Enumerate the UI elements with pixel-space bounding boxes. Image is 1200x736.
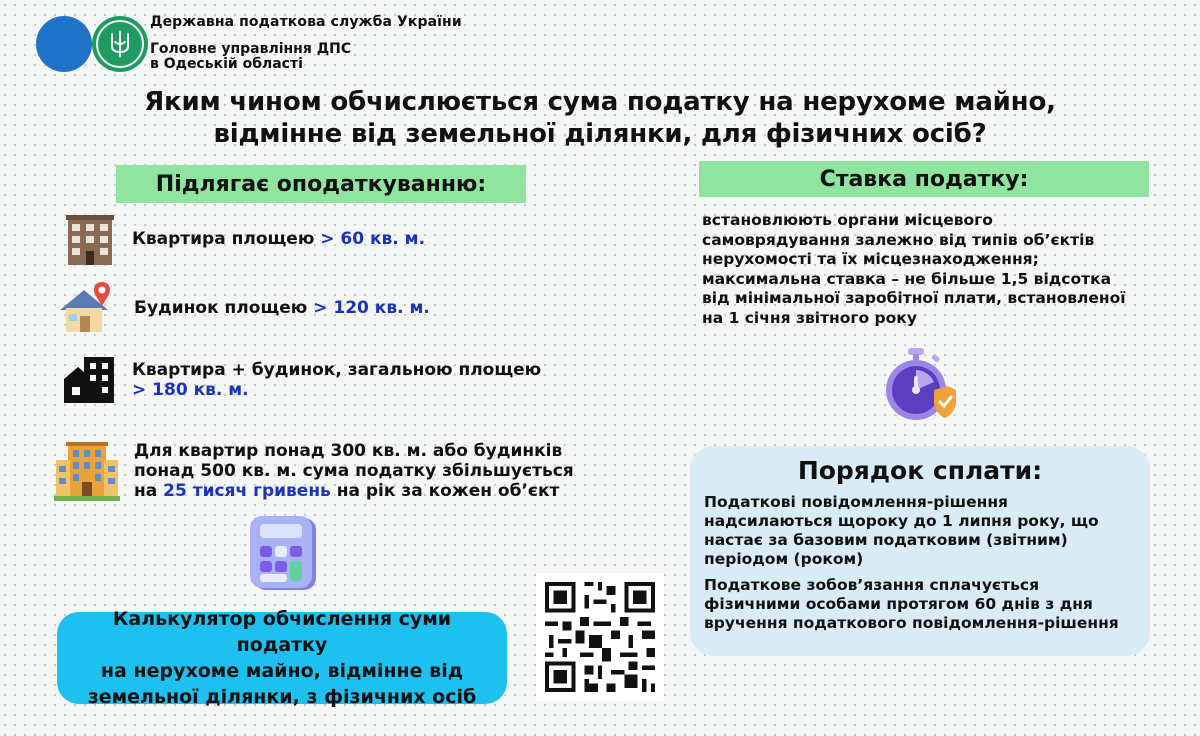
calculator-link-line-1: Калькулятор обчислення суми податку: [112, 608, 452, 656]
payment-line: фізичними особами протягом 60 днів з дня: [704, 595, 1093, 613]
taxable-item-apartment: [62, 211, 425, 267]
item-line-1: Для квартир понад 300 кв. м. або будинків: [134, 441, 563, 461]
taxable-item-surcharge-text: [134, 441, 574, 501]
rate-line: на 1 січня звітного року: [702, 308, 917, 327]
item-line-3-prefix: на: [134, 481, 158, 501]
department-line-2: в Одеській області: [150, 56, 303, 72]
item-threshold: > 180 кв. м.: [132, 380, 249, 400]
payment-line: періодом (роком): [704, 550, 864, 568]
item-line-3: [134, 481, 574, 501]
page-title-line-2: відмінне від земельної ділянки, для фізичних осіб?: [213, 119, 987, 149]
taxable-heading: Підлягає оподаткуванню:: [116, 165, 526, 203]
taxable-item-house: [56, 280, 430, 336]
payment-line: надсилаються щороку до 1 липня року, що: [704, 512, 1099, 530]
item-label: Квартира площею: [132, 229, 315, 249]
qr-code-icon: [536, 573, 664, 701]
dps-logo-blue-circle: [36, 16, 92, 72]
taxable-item-surcharge: [54, 440, 574, 502]
payment-paragraph-2: [704, 576, 1144, 633]
department-line-1: Головне управління ДПС: [150, 41, 352, 57]
item-line-2: понад 500 кв. м. сума податку збільшується: [134, 461, 574, 481]
item-label: Будинок площею: [134, 298, 308, 318]
page-title: [100, 86, 1100, 150]
payment-line: настає за базовим податковим (звітним): [704, 531, 1068, 549]
payment-line: вручення податкового повідомлення-рішення: [704, 614, 1119, 632]
taxable-item-house-text: [134, 298, 430, 318]
taxable-item-combined: [62, 355, 541, 405]
rate-description: [702, 211, 1162, 328]
qr-code[interactable]: [536, 573, 664, 701]
item-line-3-suffix: на рік за кожен об’єкт: [336, 481, 560, 501]
page-title-line-1: Яким чином обчислюється сума податку на нерухоме майно,: [144, 87, 1056, 117]
house-location-icon: [56, 280, 118, 336]
item-threshold: > 120 кв. м.: [313, 298, 430, 318]
payment-line: Податкове зобов’язання сплачується: [704, 576, 1040, 594]
trident-icon: [109, 30, 131, 58]
apartment-building-icon: [62, 211, 118, 267]
rate-line: встановлюють органи місцевого: [702, 211, 993, 229]
rate-line: нерухомості та їх місцезнаходження;: [702, 250, 1039, 268]
rate-line: від мінімальної заробітної плати, встановленої: [702, 289, 1126, 307]
calculator-icon: [248, 514, 322, 592]
taxable-item-apartment-text: [132, 229, 425, 249]
payment-heading: Порядок сплати:: [797, 456, 1043, 485]
rate-line: максимальна ставка – не більше 1,5 відсотка: [702, 269, 1112, 288]
calculator-link-line-3: земельної ділянки, з фізичних осіб: [87, 686, 477, 708]
stopwatch-shield-icon: [884, 346, 958, 424]
payment-line: Податкові повідомлення-рішення: [704, 493, 1009, 511]
trident-logo: [92, 16, 148, 72]
rate-line: самоврядування залежно від типів об’єктів: [702, 230, 1095, 249]
calculator-link-line-2: на нерухоме майно, відмінне від: [100, 660, 464, 682]
buildings-icon: [62, 355, 116, 405]
item-amount: 25 тисяч гривень: [163, 481, 331, 501]
department-name: [150, 42, 351, 72]
calculator-link[interactable]: [57, 608, 507, 708]
item-label: Квартира + будинок, загальною площею: [132, 360, 542, 380]
large-building-icon: [54, 440, 120, 502]
payment-paragraph-1: [704, 493, 1144, 569]
item-threshold: > 60 кв. м.: [320, 229, 426, 249]
rate-heading: Ставка податку:: [699, 161, 1149, 197]
org-name: Державна податкова служба України: [150, 14, 462, 30]
taxable-item-combined-text: [132, 360, 541, 400]
